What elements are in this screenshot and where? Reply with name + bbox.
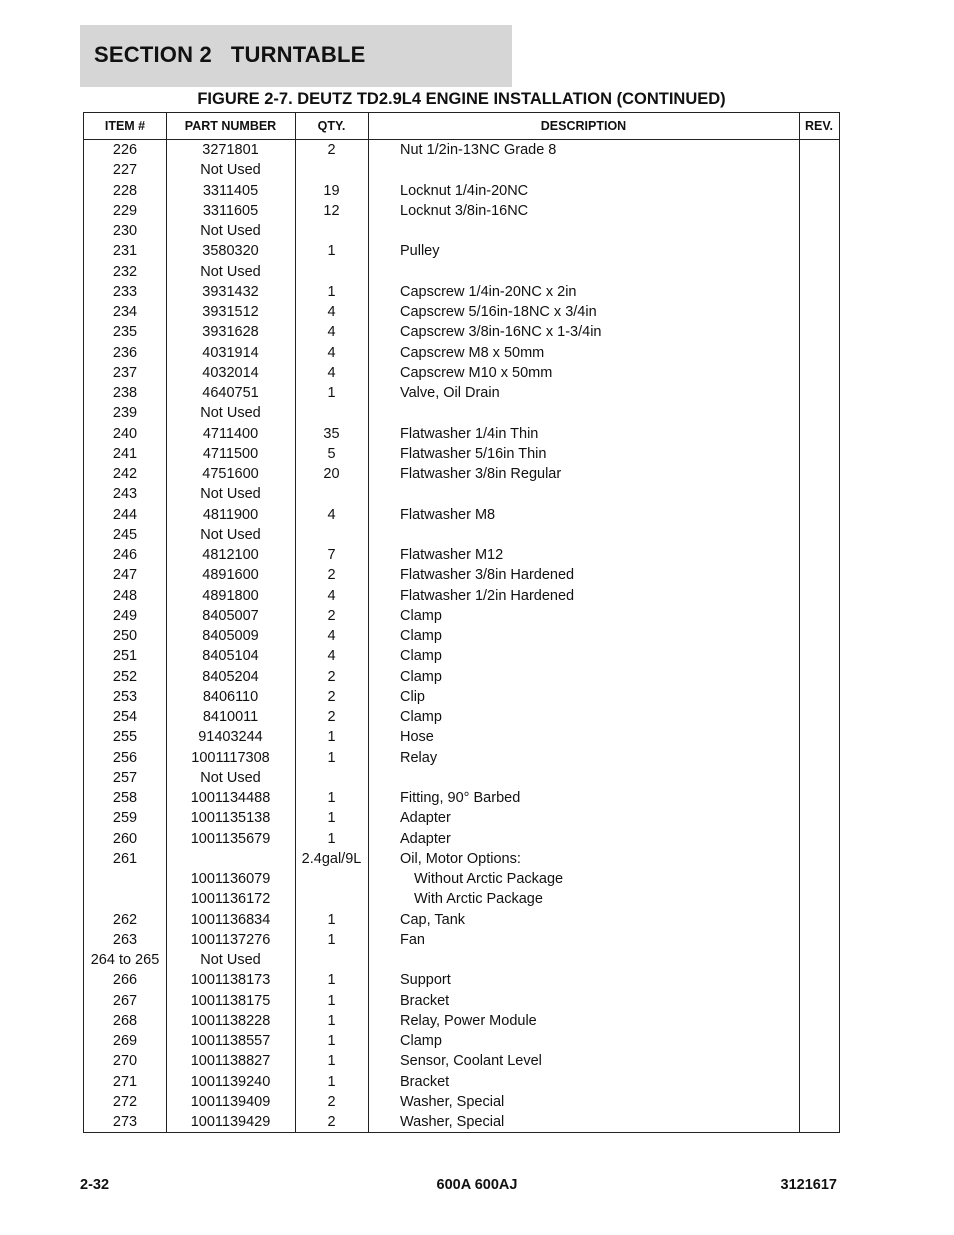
qty-cell: 1: [327, 749, 336, 766]
item-cell: 261: [112, 850, 138, 867]
part-number-cell: 3931512: [202, 304, 259, 320]
description-cell: Flatwasher M12: [400, 547, 504, 563]
table-row: [84, 646, 839, 666]
qty-cell: 4: [327, 506, 336, 523]
part-number-cell: 1001134488: [190, 790, 271, 806]
item-cell: 229: [112, 202, 138, 219]
item-cell: 241: [112, 445, 138, 462]
item-cell: 264 to 265: [90, 952, 160, 968]
qty-cell: 1: [327, 283, 336, 300]
item-cell: 269: [112, 1033, 138, 1049]
qty-cell: 12: [323, 202, 340, 219]
item-cell: 267: [112, 992, 138, 1009]
header-qty: QTY.: [317, 119, 346, 133]
table-row: [84, 970, 839, 990]
item-cell: 266: [112, 972, 138, 989]
qty-cell: 20: [323, 466, 340, 482]
description-cell: Flatwasher M8: [400, 506, 496, 523]
table-row: [84, 606, 839, 626]
description-cell: Clamp: [400, 1033, 442, 1049]
item-cell: 268: [112, 1012, 138, 1029]
table-row: [84, 484, 839, 504]
table-row: [84, 363, 839, 383]
qty-cell: 1: [327, 931, 336, 948]
description-cell: Flatwasher 1/4in Thin: [400, 425, 539, 442]
item-cell: 248: [112, 587, 138, 604]
part-number-cell: Not Used: [200, 526, 261, 543]
item-cell: 233: [112, 283, 138, 300]
qty-cell: 2: [327, 709, 336, 725]
part-number-cell: Not Used: [200, 405, 261, 422]
qty-cell: 4: [327, 587, 336, 604]
part-number-cell: 4711500: [202, 445, 259, 462]
part-number-cell: 4891600: [202, 567, 259, 584]
description-cell: Flatwasher 1/2in Hardened: [400, 587, 575, 604]
part-number-cell: Not Used: [200, 769, 261, 786]
description-cell: Sensor, Coolant Level: [400, 1053, 542, 1070]
description-cell: Locknut 3/8in-16NC: [400, 202, 529, 219]
figure-title: FIGURE 2-7. DEUTZ TD2.9L4 ENGINE INSTALLATION (CONTINUED): [197, 90, 726, 108]
part-number-cell: 4751600: [202, 466, 259, 482]
description-cell: Hose: [400, 729, 434, 746]
item-cell: 234: [112, 304, 138, 320]
part-number-cell: Not Used: [200, 223, 261, 239]
description-cell: With Arctic Package: [414, 891, 543, 908]
part-number-cell: 3580320: [202, 243, 259, 260]
description-cell: Washer, Special: [400, 1093, 505, 1110]
document-number: 3121617: [780, 1177, 837, 1193]
qty-cell: 4: [327, 304, 336, 320]
description-cell: Clamp: [400, 648, 442, 665]
description-cell: Flatwasher 3/8in Regular: [400, 466, 562, 482]
qty-cell: 4: [327, 324, 336, 341]
description-cell: Adapter: [400, 810, 451, 827]
table-row: [84, 565, 839, 585]
item-cell: 254: [112, 709, 138, 725]
table-row: [84, 383, 839, 403]
table-row: [84, 1112, 839, 1132]
description-cell: Oil, Motor Options:: [400, 850, 521, 867]
item-cell: 244: [112, 506, 138, 523]
description-cell: Bracket: [400, 992, 450, 1009]
description-cell: Bracket: [400, 1073, 450, 1090]
qty-cell: 1: [327, 790, 336, 806]
qty-cell: 2: [327, 142, 336, 158]
part-number-cell: 3311605: [202, 202, 259, 219]
table-row: [84, 1031, 839, 1051]
item-cell: 232: [112, 263, 138, 280]
item-cell: 247: [112, 567, 138, 584]
description-cell: Capscrew M10 x 50mm: [400, 364, 553, 381]
qty-cell: 2: [327, 688, 336, 705]
part-number-cell: 4640751: [202, 385, 259, 401]
table-row: [84, 221, 839, 241]
table-row: [84, 727, 839, 747]
part-number-cell: Not Used: [200, 263, 261, 280]
qty-cell: 5: [327, 445, 336, 462]
part-number-cell: 1001138228: [190, 1012, 271, 1029]
part-number-cell: 1001135138: [190, 810, 271, 827]
part-number-cell: 1001135679: [190, 830, 271, 847]
table-body: [84, 140, 839, 1132]
description-cell: Clip: [400, 688, 425, 705]
item-cell: 253: [112, 688, 138, 705]
qty-cell: 2: [327, 567, 336, 584]
part-number-cell: 3931628: [202, 324, 259, 341]
description-cell: Without Arctic Package: [414, 871, 564, 887]
table-row: [84, 687, 839, 707]
description-cell: Fitting, 90° Barbed: [400, 790, 521, 806]
table-row: [84, 302, 839, 322]
description-cell: Clamp: [400, 607, 442, 624]
description-cell: Clamp: [400, 668, 442, 685]
part-number-cell: Not Used: [200, 162, 261, 179]
description-cell: Flatwasher 5/16in Thin: [400, 445, 547, 462]
item-cell: 239: [112, 405, 138, 422]
part-number-cell: 8405007: [202, 607, 259, 624]
table-row: [84, 444, 839, 464]
table-row: [84, 1092, 839, 1112]
qty-cell: 7: [327, 547, 336, 563]
table-row: [84, 1072, 839, 1092]
part-number-cell: 91403244: [198, 729, 263, 746]
table-row: [84, 403, 839, 423]
table-row: [84, 667, 839, 687]
table-row: [84, 586, 839, 606]
qty-cell: 1: [327, 1053, 336, 1070]
table-row: [84, 322, 839, 342]
table-row: [84, 282, 839, 302]
description-cell: Capscrew M8 x 50mm: [400, 344, 545, 361]
table-row: [84, 181, 839, 201]
part-number-cell: 4811900: [202, 506, 259, 523]
section-header-band: [80, 25, 512, 87]
description-cell: Flatwasher 3/8in Hardened: [400, 567, 575, 584]
part-number-cell: 1001136834: [190, 911, 271, 928]
item-cell: 251: [112, 648, 138, 665]
part-number-cell: 1001138173: [190, 972, 271, 989]
part-number-cell: 4891800: [202, 587, 259, 604]
part-number-cell: 1001138557: [190, 1033, 271, 1049]
table-row: [84, 829, 839, 849]
item-cell: 256: [112, 749, 138, 766]
item-cell: 235: [112, 324, 138, 341]
qty-cell: 2.4gal/9L: [301, 850, 362, 867]
item-cell: 259: [112, 810, 138, 827]
table-row: [84, 201, 839, 221]
table-row: [84, 707, 839, 727]
item-cell: 257: [112, 769, 138, 786]
item-cell: 230: [112, 223, 138, 239]
item-cell: 273: [112, 1114, 138, 1130]
item-cell: 246: [112, 547, 138, 563]
qty-cell: 2: [327, 1093, 336, 1110]
item-cell: 270: [112, 1053, 138, 1070]
table-row: [84, 950, 839, 970]
qty-cell: 1: [327, 243, 336, 260]
table-row: [84, 788, 839, 808]
qty-cell: 4: [327, 648, 336, 665]
header-description: DESCRIPTION: [540, 119, 627, 133]
table-row: [84, 1051, 839, 1071]
description-cell: Capscrew 5/16in-18NC x 3/4in: [400, 304, 597, 320]
description-cell: Pulley: [400, 243, 440, 260]
part-number-cell: 1001136079: [190, 871, 271, 887]
description-cell: Relay, Power Module: [400, 1012, 537, 1029]
table-row: [84, 505, 839, 525]
description-cell: Nut 1/2in-13NC Grade 8: [400, 142, 557, 158]
part-number-cell: 1001139240: [190, 1073, 271, 1090]
qty-cell: 1: [327, 972, 336, 989]
item-cell: 250: [112, 628, 138, 644]
table-row: [84, 910, 839, 930]
part-number-cell: 1001138175: [190, 992, 271, 1009]
description-cell: Capscrew 1/4in-20NC x 2in: [400, 283, 577, 300]
description-cell: Support: [400, 972, 451, 989]
qty-cell: 4: [327, 344, 336, 361]
part-number-cell: 8406110: [202, 688, 259, 705]
item-cell: 236: [112, 344, 138, 361]
qty-cell: 2: [327, 1114, 336, 1130]
table-row: [84, 525, 839, 545]
part-number-cell: 8405104: [202, 648, 259, 665]
qty-cell: 2: [327, 668, 336, 685]
qty-cell: 1: [327, 830, 336, 847]
qty-cell: 1: [327, 1033, 336, 1049]
item-cell: 231: [112, 243, 138, 260]
table-row: [84, 768, 839, 788]
part-number-cell: 3311405: [202, 182, 259, 199]
description-cell: Locknut 1/4in-20NC: [400, 182, 529, 199]
description-cell: Capscrew 3/8in-16NC x 1-3/4in: [400, 324, 602, 341]
description-cell: Fan: [400, 931, 425, 948]
table-row: [84, 343, 839, 363]
part-number-cell: 1001139429: [190, 1114, 271, 1130]
qty-cell: 1: [327, 385, 336, 401]
item-cell: 260: [112, 830, 138, 847]
item-cell: 252: [112, 668, 138, 685]
table-row: [84, 889, 839, 909]
item-cell: 228: [112, 182, 138, 199]
part-number-cell: 1001137276: [190, 931, 271, 948]
header-part-number: PART NUMBER: [184, 119, 277, 133]
description-cell: Adapter: [400, 830, 451, 847]
item-cell: 272: [112, 1093, 138, 1110]
part-number-cell: 4031914: [202, 344, 259, 361]
part-number-cell: 1001138827: [190, 1053, 271, 1070]
part-number-cell: Not Used: [200, 952, 261, 968]
item-cell: 226: [112, 142, 138, 158]
item-cell: 243: [112, 486, 138, 503]
qty-cell: 4: [327, 628, 336, 644]
header-rev: REV.: [804, 119, 834, 133]
table-row: [84, 626, 839, 646]
table-row: [84, 930, 839, 950]
item-cell: 245: [112, 526, 138, 543]
part-number-cell: 4032014: [202, 364, 259, 381]
item-cell: 255: [112, 729, 138, 746]
parts-table: [83, 112, 840, 1133]
table-row: [84, 748, 839, 768]
item-cell: 238: [112, 385, 138, 401]
qty-cell: 1: [327, 729, 336, 746]
part-number-cell: 1001117308: [191, 749, 270, 766]
model-label: 600A 600AJ: [436, 1177, 518, 1193]
qty-cell: 1: [327, 911, 336, 928]
item-cell: 249: [112, 607, 138, 624]
part-number-cell: 8405009: [202, 628, 259, 644]
table-row: [84, 545, 839, 565]
item-cell: 262: [112, 911, 138, 928]
item-cell: 258: [112, 790, 138, 806]
qty-cell: 1: [327, 810, 336, 827]
qty-cell: 19: [323, 182, 340, 199]
description-cell: Washer, Special: [400, 1114, 505, 1130]
part-number-cell: 8405204: [202, 668, 259, 685]
item-cell: 263: [112, 931, 138, 948]
table-row: [84, 808, 839, 828]
item-cell: 237: [112, 364, 138, 381]
qty-cell: 1: [327, 992, 336, 1009]
qty-cell: 35: [323, 425, 340, 442]
qty-cell: 1: [327, 1012, 336, 1029]
item-cell: 227: [112, 162, 138, 179]
part-number-cell: 1001139409: [190, 1093, 271, 1110]
table-row: [84, 464, 839, 484]
description-cell: Cap, Tank: [400, 911, 466, 928]
table-row: [84, 991, 839, 1011]
part-number-cell: 1001136172: [190, 891, 271, 908]
description-cell: Valve, Oil Drain: [400, 385, 500, 401]
table-row: [84, 1011, 839, 1031]
table-row: [84, 241, 839, 261]
table-row: [84, 424, 839, 444]
description-cell: Clamp: [400, 709, 442, 725]
qty-cell: 1: [327, 1073, 336, 1090]
table-row: [84, 160, 839, 180]
part-number-cell: 4711400: [202, 425, 259, 442]
qty-cell: 4: [327, 364, 336, 381]
item-cell: 242: [112, 466, 138, 482]
page-number: 2-32: [80, 1177, 110, 1193]
part-number-cell: 3931432: [202, 283, 259, 300]
header-item: ITEM #: [104, 119, 146, 133]
description-cell: Relay: [400, 749, 438, 766]
table-row: [84, 849, 839, 869]
part-number-cell: 4812100: [202, 547, 259, 563]
part-number-cell: 8410011: [202, 709, 259, 725]
table-row: [84, 262, 839, 282]
table-row: [84, 140, 839, 160]
item-cell: 271: [112, 1073, 138, 1090]
item-cell: 240: [112, 425, 138, 442]
part-number-cell: Not Used: [200, 486, 261, 503]
part-number-cell: 3271801: [202, 142, 259, 158]
section-title: SECTION 2 TURNTABLE: [94, 42, 366, 67]
description-cell: Clamp: [400, 628, 442, 644]
qty-cell: 2: [327, 607, 336, 624]
table-row: [84, 869, 839, 889]
